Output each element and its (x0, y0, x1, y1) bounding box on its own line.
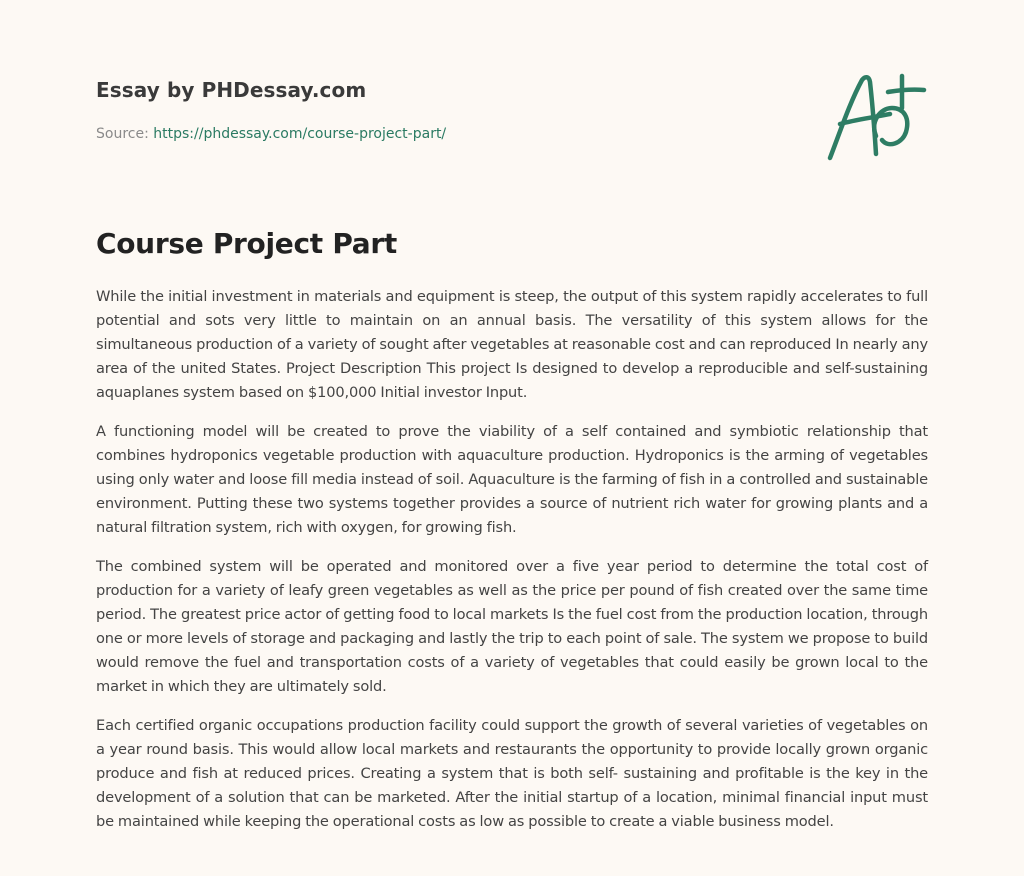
essay-body (96, 285, 928, 849)
page-header (96, 76, 928, 176)
essay-paragraph: The combined system will be operated and monitored over a five year period to determine the total cost of production for a variety of leafy green vegetables as well as the price per pound of fish created over the same time period. The greatest price actor of getting food to local markets Is the fuel cost from the production location, through one or more levels of storage and packaging and lastly the trip to each point of sale. The system we propose to build would remove the fuel and transportation costs of a variety of vegetables that could easily be grown local to the market in which they are ultimately sold. (96, 558, 928, 695)
essay-paragraph: Each certified organic occupations production facility could support the growth of several varieties of vegetables on a year round basis. This would allow local markets and restaurants the opportunity to provide locally grown organic produce and fish at reduced prices. Creating a system that is both self- sustaining and profitable is the key in the development of a solution that can be marketed. After the initial startup of a location, minimal financial input must be maintained while keeping the operational costs as low as possible to create a viable business model. (96, 717, 928, 830)
essay-paragraph: While the initial investment in materials and equipment is steep, the output of this system rapidly accelerates to full potential and sots very little to maintain on an annual basis. The versatility of this system allows for the simultaneous production of a variety of sought after vegetables at reasonable cost and can reproduced In nearly any area of the united States. Project Description This project Is designed to develop a reproducible and self-sustaining aquaplanes system based on $100,000 Initial investor Input. (96, 288, 928, 401)
source-link[interactable]: https://phdessay.com/course-project-part/ (153, 126, 447, 142)
site-brand: Essay by PHDessay.com (96, 78, 367, 102)
essay-paragraph: A functioning model will be created to prove the viability of a self contained and symbiotic relationship that combines hydroponics vegetable production with aquaculture production. Hydroponics is the arming of vegetables using only water and loose fill media instead of soil. Aquaculture is the farming of fish in a controlled and sustainable environment. Putting these two systems together provides a source of nutrient rich water for growing plants and a natural filtration system, rich with oxygen, for growing fish. (96, 423, 928, 536)
source-label: Source: (96, 126, 149, 142)
a-plus-logo-icon (824, 68, 928, 164)
source-line (96, 124, 446, 144)
essay-title: Course Project Part (96, 227, 397, 260)
